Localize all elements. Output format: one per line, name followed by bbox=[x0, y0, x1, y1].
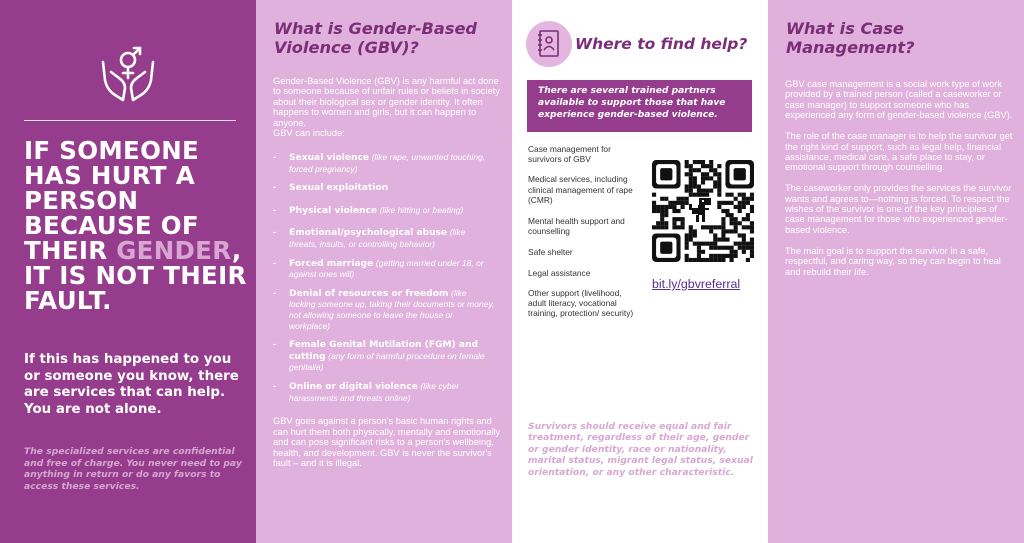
notebook-person-icon bbox=[526, 21, 572, 67]
gbv-types-list bbox=[273, 152, 495, 403]
gbv-definition: Gender-Based Violence (GBV) is any harmful act done to someone because of unfair rules or beliefs in society about their biological sex or gender identity. It often happens to women and girls, but it can happen to anyone. GBV can include: bbox=[273, 76, 500, 139]
services-list bbox=[528, 144, 638, 318]
paragraph: The caseworker only provides the services the survivor wants and agrees to—nothing is forced. To respect the wishes of the survivor is one of the key principles of case management for those who experienced gender-based violence. bbox=[785, 183, 1012, 235]
paragraph: The main goal is to support the survivor in a safe, respectful, and caring way, so they can begin to heal and rebuild their life. bbox=[785, 245, 1001, 277]
list-item: - Sexual exploitation bbox=[273, 182, 495, 194]
list-item: - Forced marriage (getting married under 18, or against ones will) bbox=[273, 258, 495, 280]
case-management-title: What is Case Management? bbox=[786, 19, 915, 57]
list-item: - Physical violence (like hitting or beating) bbox=[273, 205, 495, 217]
panel-what-is-gbv bbox=[256, 0, 512, 543]
partners-banner: There are several trained partners available to support those that have experience gender-based violence. bbox=[527, 80, 752, 132]
list-item: - Sexual violence (like rape, unwanted touching, forced pregnancy) bbox=[273, 152, 495, 174]
list-item: Mental health support and counselling bbox=[528, 216, 625, 237]
list-item: Case management for survivors of GBV bbox=[528, 144, 611, 165]
support-message: If this has happened to you or someone you know, there are services that can help. You are not alone. bbox=[24, 352, 239, 417]
list-item: Safe shelter bbox=[528, 247, 573, 258]
gbv-impact-text: GBV goes against a person's basic human rights and can hurt them both physically, mentally and emotionally and can pose significant risks to a person's wellbeing, health, and development. GBV is never the survivor's fault – and it is illegal. bbox=[273, 416, 501, 468]
headline-highlight: GENDER bbox=[116, 236, 232, 265]
paragraph: The role of the case manager is to help the survivor get the right kind of support, such as legal help, financial assistance, medical care, a safe place to stay, or emotional support through counselling. bbox=[785, 131, 1013, 173]
list-item: Medical services, including clinical management of rape (CMR) bbox=[528, 174, 633, 205]
list-item: - Female Genital Mutilation (FGM) and cutting (any form of harmful procedure on female genitalia) bbox=[273, 339, 495, 373]
list-item: Legal assistance bbox=[528, 267, 591, 278]
hands-gender-symbol-icon bbox=[99, 40, 157, 106]
referral-link[interactable]: bit.ly/gbvreferral bbox=[652, 277, 741, 291]
gbv-title: What is Gender-Based Violence (GBV)? bbox=[274, 19, 478, 57]
list-item: - Denial of resources or freedom (like locking someone up, taking their documents or money, not allowing someone to leave the house or workplace) bbox=[273, 288, 495, 331]
paragraph: GBV case management is a social work type of work provided by a trained person (called a caseworker or case manager) to support someone who has experienced any form of gender-based violence (GBV). bbox=[785, 79, 1013, 121]
qr-code-dinosaur-icon[interactable] bbox=[652, 160, 754, 262]
equal-treatment-note: Survivors should receive equal and fair treatment, regardless of their age, gender or gender identity, race or nationality, marital status, migrant legal status, sexual orientation, or any other characteristic. bbox=[528, 421, 753, 478]
divider bbox=[24, 120, 236, 121]
panel-case-management bbox=[768, 0, 1024, 543]
list-item: - Emotional/psychological abuse (like threats, insults, or controlling behavior) bbox=[273, 227, 495, 249]
confidentiality-note: The specialized services are confidential and free of charge. You never need to pay anything in return or do any favors to access these services. bbox=[24, 446, 242, 492]
panel-where-to-find-help bbox=[512, 0, 768, 543]
list-item: Other support (livelihood, adult literacy, vocational training, protection/ security) bbox=[528, 287, 634, 319]
main-headline: IF SOMEONE HAS HURT A PERSON BECAUSE OF THEIR GENDER, IT IS NOT THEIR FAULT. bbox=[24, 136, 247, 315]
panel-intro bbox=[0, 0, 256, 543]
list-item: - Online or digital violence (like cyber harassments and threats online) bbox=[273, 381, 495, 403]
help-title: Where to find help? bbox=[575, 35, 748, 53]
case-management-text bbox=[785, 79, 1013, 288]
